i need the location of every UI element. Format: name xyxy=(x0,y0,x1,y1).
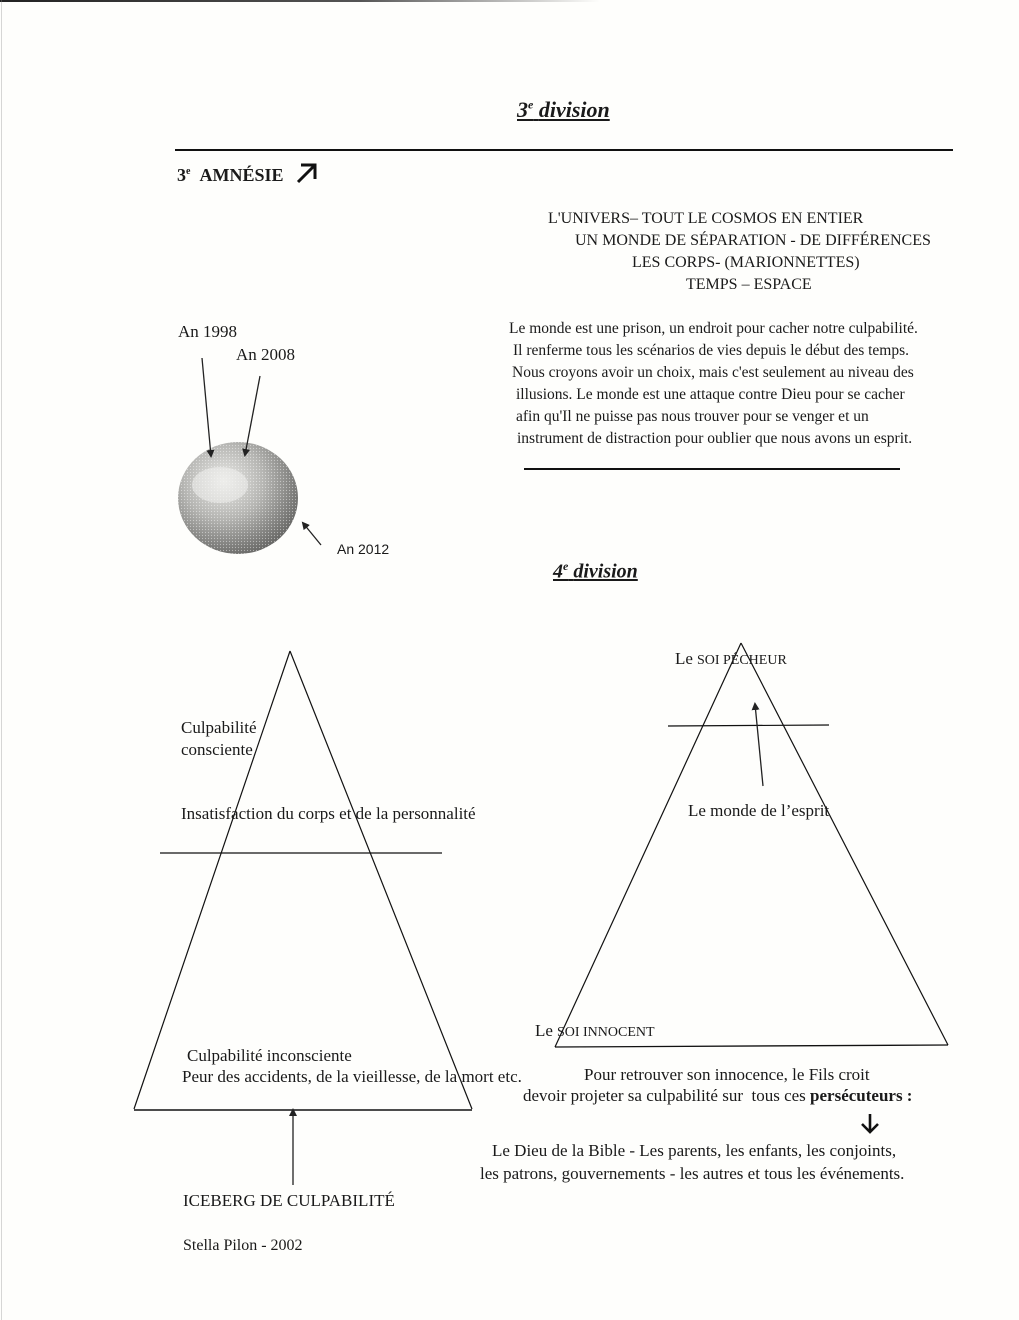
paragraph-line-4: illusions. Le monde est une attaque contre Dieu pour se cacher xyxy=(516,386,905,403)
label-an-1998: An 1998 xyxy=(178,322,238,341)
division-3-word: division xyxy=(538,97,610,122)
dissatisfaction-text: Insatisfaction du corps et de la personnalité xyxy=(181,804,476,823)
division-3-number: 3 xyxy=(517,97,528,122)
amnesie-sup: e xyxy=(186,166,191,177)
globe-image xyxy=(178,442,298,554)
universe-line-4: TEMPS – ESPACE xyxy=(686,276,812,293)
innocent-self-label xyxy=(535,1021,655,1041)
unconscious-guilt-text: Culpabilité inconsciente xyxy=(187,1046,352,1065)
sinful-self-le: Le xyxy=(675,649,693,668)
paragraph-line-6: instrument de distraction pour oublier que nous avons un esprit. xyxy=(517,430,913,447)
arrow-down-icon xyxy=(860,1113,880,1135)
innocent-self-text: SOI INNOCENT xyxy=(556,1025,655,1040)
amnesie-word: AMNÉSIE xyxy=(199,165,284,185)
innocent-self-le: Le xyxy=(535,1021,553,1040)
iceberg-caption: ICEBERG DE CULPABILITÉ xyxy=(183,1191,395,1210)
self-triangle xyxy=(555,643,948,1047)
division-4-sup: e xyxy=(563,559,569,573)
arrow-an-2008 xyxy=(245,376,260,455)
spirit-world-text: Le monde de l’esprit xyxy=(688,801,830,820)
division-3-sup: e xyxy=(528,97,534,112)
label-an-2008: An 2008 xyxy=(236,345,296,364)
division-4-number: 4 xyxy=(553,560,563,583)
division-4-word: division xyxy=(573,560,638,583)
universe-line-3: LES CORPS- (MARIONNETTES) xyxy=(632,254,860,271)
conscious-guilt-line-2: consciente xyxy=(181,740,253,759)
paragraph-line-5: afin qu'Il ne puisse pas nous trouver pour se venger et un xyxy=(516,408,869,425)
paragraph-line-3: Nous croyons avoir un choix, mais c'est seulement au niveau des xyxy=(512,364,914,381)
persecutors-label: persécuteurs : xyxy=(810,1086,913,1105)
arrow-an-2012 xyxy=(303,523,321,545)
persecutors-list-line-1: Le Dieu de la Bible - Les parents, les enfants, les conjoints, xyxy=(492,1141,897,1160)
projection-line-1: Pour retrouver son innocence, le Fils croit xyxy=(584,1065,870,1084)
fears-text: Peur des accidents, de la vieillesse, de la mort etc. xyxy=(182,1067,522,1086)
conscious-guilt-line-1: Culpabilité xyxy=(181,718,257,737)
paragraph-line-2: Il renferme tous les scénarios de vies depuis le début des temps. xyxy=(513,342,909,359)
sinful-self-text: SOI PÉCHEUR xyxy=(696,653,787,668)
arrow-an-1998 xyxy=(202,358,211,456)
esprit-arrow xyxy=(755,704,763,786)
label-an-2012: An 2012 xyxy=(337,541,390,557)
persecutors-list-line-2: les patrons, gouvernements - les autres et tous les événements. xyxy=(480,1164,905,1183)
amnesie-number: 3 xyxy=(177,165,186,185)
paragraph-line-1: Le monde est une prison, un endroit pour cacher notre culpabilité. xyxy=(509,320,918,337)
author-credit: Stella Pilon - 2002 xyxy=(183,1237,303,1254)
self-triangle-divider xyxy=(668,725,829,726)
projection-line-2-text: devoir projeter sa culpabilité sur tous ces xyxy=(523,1086,811,1105)
projection-line-2 xyxy=(523,1086,912,1106)
sinful-self-label xyxy=(675,649,787,669)
universe-line-2: UN MONDE DE SÉPARATION - DE DIFFÉRENCES xyxy=(575,232,931,249)
universe-line-1: L'UNIVERS– TOUT LE COSMOS EN ENTIER xyxy=(548,210,864,227)
